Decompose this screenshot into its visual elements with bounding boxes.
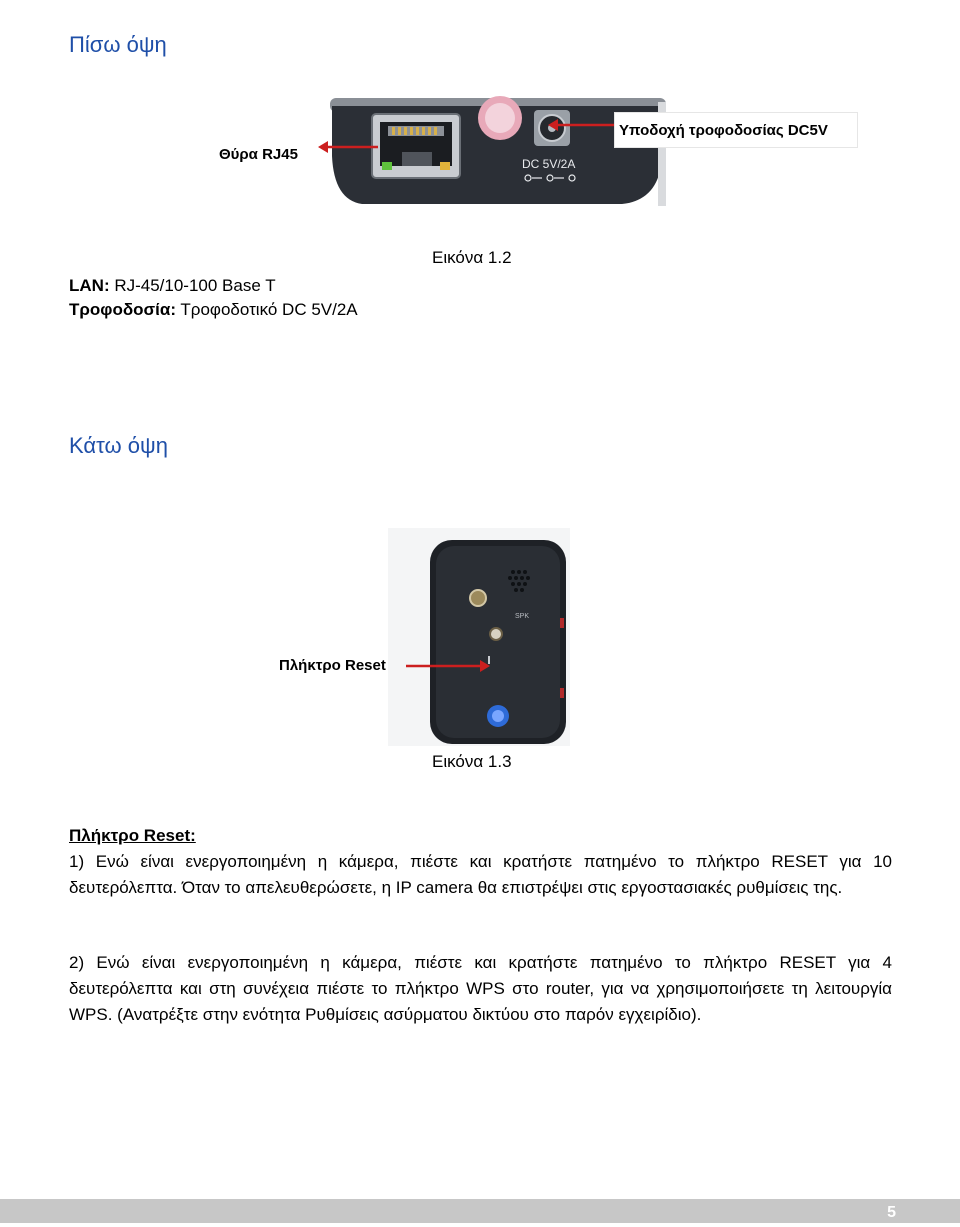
reset-title-text: Πλήκτρο Reset: (69, 826, 196, 845)
page-number: 5 (887, 1204, 896, 1221)
power-arrow-icon (548, 118, 614, 132)
figure-caption-1-2: Εικόνα 1.2 (432, 248, 512, 267)
lan-spec-line (69, 273, 276, 299)
power-spec-label: Τροφοδοσία: (69, 300, 176, 319)
power-spec-line (69, 297, 358, 323)
figure-caption-1-3: Εικόνα 1.3 (432, 752, 512, 771)
power-jack-label: Υποδοχή τροφοδοσίας DC5V (619, 122, 828, 139)
footer-bar (0, 1199, 960, 1223)
power-spec-value: Τροφοδοτικό DC 5V/2A (176, 300, 358, 319)
spk-label-text: SPK (515, 613, 530, 620)
rear-view-heading: Πίσω όψη (69, 32, 167, 57)
lan-spec-label: LAN: (69, 276, 110, 295)
rj45-arrow-icon (318, 140, 378, 154)
bottom-view-device-photo (388, 528, 570, 746)
reset-paragraph-2: 2) Ενώ είναι ενεργοποιημένη η κάμερα, πιέστε και κρατήστε πατημένο το πλήκτρο RESET για 4 δευτερόλεπτα και στη συνέχεια πιέστε το πλήκτρο WPS στο router, για να χρησιμοποιήσετε τη λειτουργία WPS. (Ανατρέξτε στην ενότητα Ρυθμίσεις ασύρματου δικτύου στο παρόν εγχειρίδιο). (69, 953, 892, 1024)
reset-paragraph-1: 1) Ενώ είναι ενεργοποιημένη η κάμερα, πιέστε και κρατήστε πατημένο το πλήκτρο RESET για 10 δευτερόλεπτα. Όταν το απελευθερώσετε, η IP camera θα επιστρέψει στις εργοστασιακές ρυθμίσεις της. (69, 852, 892, 897)
dc-label-text: DC 5V/2A (522, 157, 576, 171)
reset-arrow-icon (406, 659, 490, 673)
reset-button-label: Πλήκτρο Reset (279, 657, 386, 674)
reset-section-title (69, 823, 196, 849)
rj45-port-label: Θύρα RJ45 (219, 146, 298, 163)
bottom-view-heading: Κάτω όψη (69, 433, 168, 458)
power-label-box (614, 112, 858, 148)
lan-spec-value: RJ-45/10-100 Base T (109, 276, 276, 295)
